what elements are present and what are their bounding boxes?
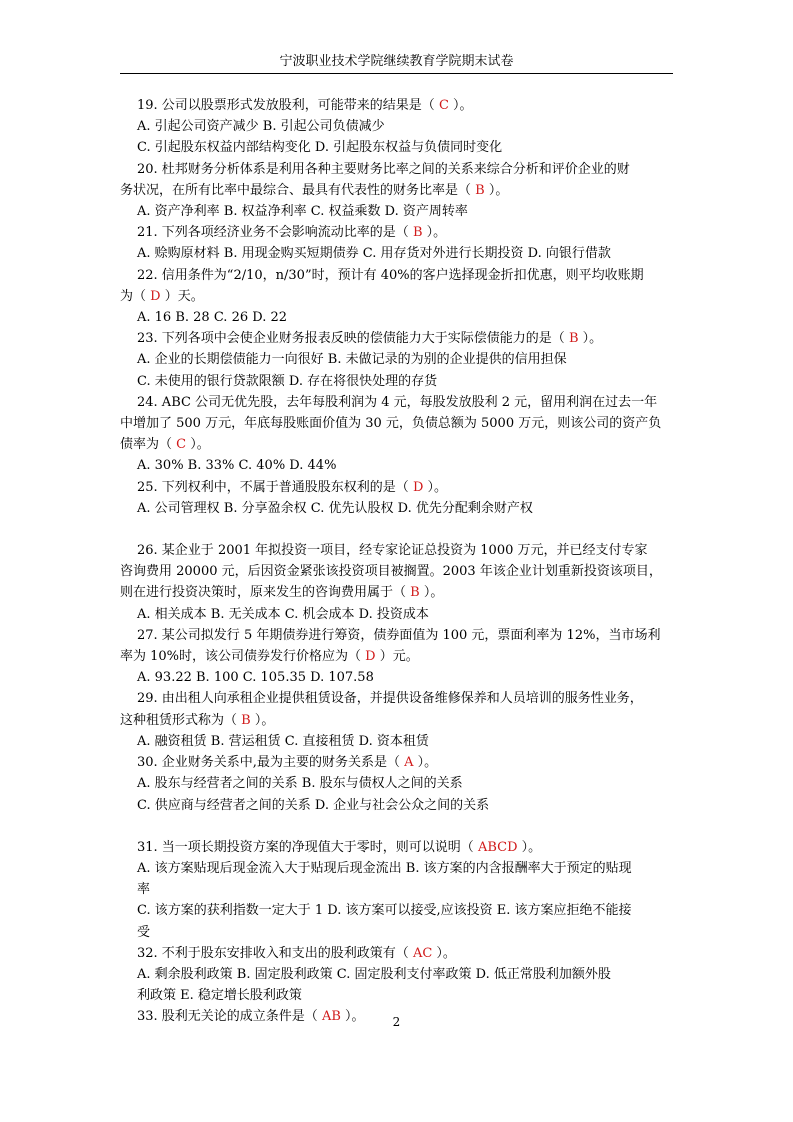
option-line	[120, 498, 680, 519]
line-text: A. 相关成本 B. 无关成本 C. 机会成本 D. 投资成本	[137, 606, 429, 622]
option-line	[120, 964, 680, 985]
question-line	[120, 222, 680, 243]
line-text: A. 剩余股利政策 B. 固定股利政策 C. 固定股利支付率政策 D. 低正常股利加额外股	[137, 966, 611, 982]
line-text-tail: ）。	[484, 182, 509, 198]
line-text: 债率为（	[120, 437, 177, 453]
answer-mark: AC	[412, 945, 433, 961]
option-line	[120, 879, 680, 900]
answer-mark: B	[241, 712, 251, 728]
line-text-tail: ）天。	[160, 288, 204, 304]
line-text-tail: ）。	[578, 331, 603, 347]
line-text: 率为 10%时，该公司债券发行价格应为（	[120, 649, 366, 665]
question-line	[120, 159, 680, 180]
line-text: A. 股东与经营者之间的关系 B. 股东与债权人之间的关系	[137, 776, 463, 792]
question-continuation-line	[120, 710, 680, 731]
line-text: 中增加了 500 万元，年底每股账面价值为 30 元，负债总额为 5000 万元，则该公司的资产负	[120, 416, 662, 432]
line-text: 这种租赁形式称为（	[120, 712, 242, 728]
header-divider	[120, 73, 673, 74]
line-text: 25. 下列权利中，不属于普通股股东权利的是（	[137, 479, 413, 495]
answer-mark: B	[412, 225, 423, 241]
option-line	[120, 201, 680, 222]
line-text: A. 企业的长期偿债能力一向很好 B. 未做记录的为别的企业提供的信用担保	[137, 352, 567, 368]
line-text: C. 未使用的银行贷款限额 D. 存在将很快处理的存货	[137, 373, 438, 389]
question-continuation-line	[120, 434, 680, 455]
question-continuation-line	[120, 180, 680, 201]
line-text-tail: ）。	[422, 225, 447, 241]
line-text: A. 30% B. 33% C. 40% D. 44%	[137, 458, 337, 474]
section-gap	[120, 816, 680, 837]
line-text: C. 该方案的获利指数一定大于 1 D. 该方案可以接受,应该投资 E. 该方案应拒绝不能接	[137, 903, 632, 919]
answer-mark: A	[404, 755, 414, 771]
line-text: A. 公司管理权 B. 分享盈余权 C. 优先认股权 D. 优先分配剩余财产权	[137, 500, 533, 516]
answer-mark: D	[412, 479, 424, 495]
line-text: C. 供应商与经营者之间的关系 D. 企业与社会公众之间的关系	[137, 797, 490, 813]
line-text-tail: ）。	[250, 712, 275, 728]
option-line	[120, 349, 680, 370]
exam-content	[120, 95, 680, 1028]
line-text: A. 资产净利率 B. 权益净利率 C. 权益乘数 D. 资产周转率	[137, 204, 468, 220]
line-text: 26. 某企业于 2001 年拟投资一项目，经专家论证总投资为 1000 万元，并已经支付专家	[137, 543, 648, 559]
line-text: 受	[137, 924, 151, 940]
option-line	[120, 773, 680, 794]
answer-mark: ABCD	[477, 839, 518, 855]
option-line	[120, 371, 680, 392]
question-line	[120, 540, 680, 561]
option-line	[120, 900, 680, 921]
line-text-tail: ）。	[432, 945, 456, 961]
line-text-tail: ）。	[413, 755, 438, 771]
line-text: 22. 信用条件为“2/10，n/30”时，预计有 40%的客户选择现金折扣优惠，则平均收账期	[137, 267, 644, 283]
line-text: 29. 由出租人向承租企业提供租赁设备，并提供设备维修保养和人员培训的服务性业务，	[137, 691, 643, 707]
option-line	[120, 307, 680, 328]
option-line	[120, 731, 680, 752]
line-text: 咨询费用 20000 元，后因资金紧张该投资项目被搁置。2003 年该企业计划重新投资该项目，	[120, 564, 662, 580]
option-line	[120, 858, 680, 879]
question-continuation-line	[120, 561, 680, 582]
line-text: 利政策 E. 稳定增长股利政策	[137, 988, 302, 1004]
section-gap	[120, 519, 680, 540]
question-line	[120, 688, 680, 709]
answer-mark: D	[150, 288, 161, 304]
line-text: A. 93.22 B. 100 C. 105.35 D. 107.58	[137, 670, 374, 686]
answer-mark: D	[365, 649, 376, 665]
line-text-tail: ）。	[448, 98, 473, 113]
option-line	[120, 455, 680, 476]
line-text: 21. 下列各项经济业务不会影响流动比率的是（	[137, 225, 413, 241]
question-line	[120, 392, 680, 413]
page-header-title: 宁波职业技术学院继续教育学院期末试卷	[279, 54, 514, 69]
question-line	[120, 477, 680, 498]
line-text: A. 该方案贴现后现金流入大于贴现后现金流出 B. 该方案的内含报酬率大于预定的贴现	[137, 860, 632, 876]
line-text: C. 引起股东权益内部结构变化 D. 引起股东权益与负债同时变化	[137, 140, 503, 156]
line-text: 则在进行投资决策时，原来发生的咨询费用属于（	[120, 585, 411, 601]
answer-mark: C	[438, 98, 449, 113]
line-text-tail: ）。	[517, 839, 542, 855]
question-continuation-line	[120, 413, 680, 434]
answer-mark: B	[410, 585, 420, 601]
line-text: A. 赊购原材料 B. 用现金购买短期债券 C. 用存货对外进行长期投资 D. 向银行借款	[137, 246, 611, 262]
line-text: 27. 某公司拟发行 5 年期债券进行筹资，债券面值为 100 元，票面利率为 12%，当市场利	[137, 627, 661, 643]
line-text-tail: ）。	[419, 585, 444, 601]
option-line	[120, 243, 680, 264]
question-line	[120, 95, 680, 116]
option-line	[120, 985, 680, 1006]
question-line	[120, 265, 680, 286]
answer-mark: C	[176, 437, 187, 453]
option-line	[120, 922, 680, 943]
option-line	[120, 604, 680, 625]
line-text: 率	[137, 882, 151, 898]
option-line	[120, 795, 680, 816]
line-text: 20. 杜邦财务分析体系是利用各种主要财务比率之间的关系来综合分析和评价企业的财	[137, 161, 630, 177]
page-number: 2	[392, 1015, 401, 1029]
line-text: 23. 下列各项中会使企业财务报表反映的偿债能力大于实际偿债能力的是（	[137, 331, 569, 347]
option-line	[120, 667, 680, 688]
line-text-tail: ）。	[340, 1009, 365, 1025]
question-line	[120, 837, 680, 858]
answer-mark: B	[475, 182, 485, 198]
line-text: 32. 不利于股东安排收入和支出的股利政策有（	[137, 945, 413, 961]
answer-mark: B	[568, 331, 579, 347]
line-text: A. 16 B. 28 C. 26 D. 22	[137, 310, 288, 326]
answer-mark: AB	[321, 1009, 341, 1025]
line-text: 务状况，在所有比率中最综合、最具有代表性的财务比率是（	[120, 182, 476, 198]
line-text: A. 引起公司资产减少 B. 引起公司负债减少	[137, 119, 385, 135]
line-text: 为（	[120, 288, 151, 304]
question-continuation-line	[120, 582, 680, 603]
option-line	[120, 137, 680, 158]
line-text: 33. 股利无关论的成立条件是（	[137, 1009, 322, 1025]
line-text: 31. 当一项长期投资方案的净现值大于零时，则可以说明（	[137, 839, 478, 855]
line-text-tail: ）。	[423, 479, 448, 495]
line-text: 19. 公司以股票形式发放股利，可能带来的结果是（	[137, 98, 439, 113]
line-text-tail: ）元。	[375, 649, 419, 665]
option-line	[120, 116, 680, 137]
question-line	[120, 943, 680, 964]
question-line	[120, 752, 680, 773]
question-line	[120, 625, 680, 646]
line-text: 24. ABC 公司无优先股，去年每股利润为 4 元，每股发放股利 2 元，留用利润在过去一年	[137, 394, 658, 410]
line-text: A. 融资租赁 B. 营运租赁 C. 直接租赁 D. 资本租赁	[137, 733, 429, 749]
question-continuation-line	[120, 286, 680, 307]
line-text-tail: ）。	[186, 437, 210, 453]
question-line	[120, 328, 680, 349]
line-text: 30. 企业财务关系中,最为主要的财务关系是（	[137, 755, 405, 771]
question-continuation-line	[120, 646, 680, 667]
